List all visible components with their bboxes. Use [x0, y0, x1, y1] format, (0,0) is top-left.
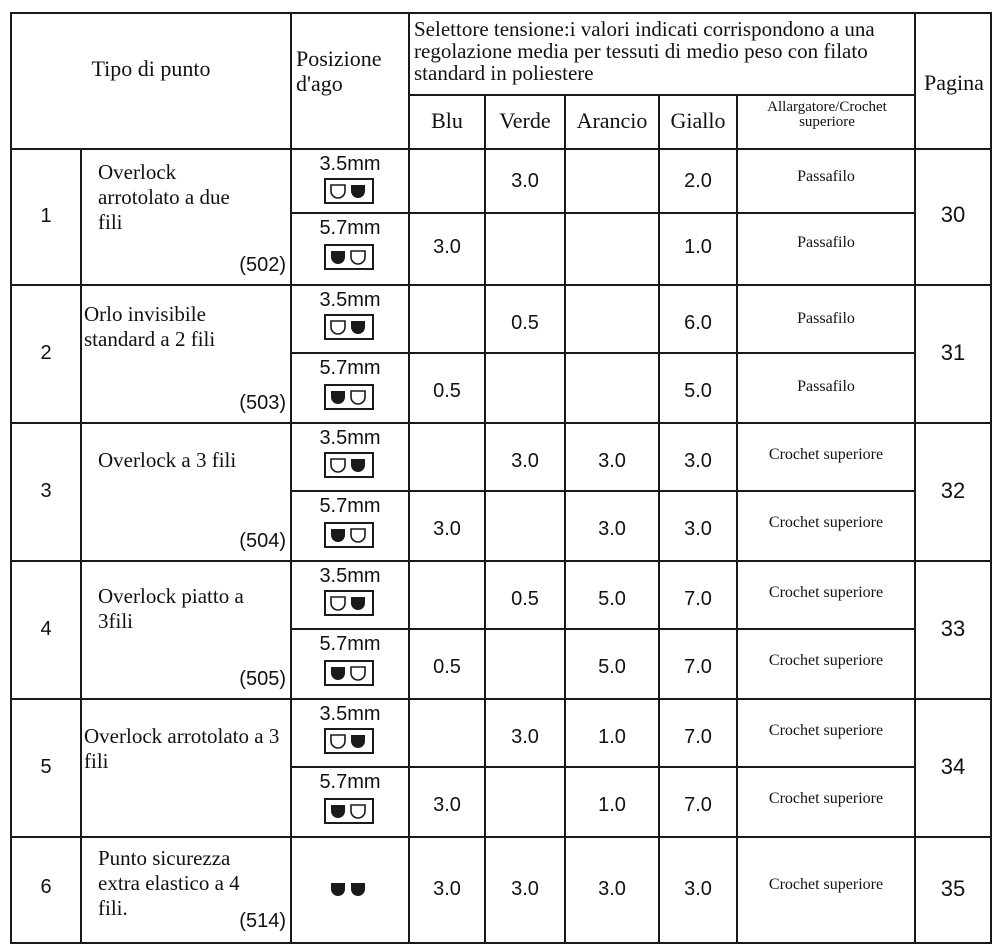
- page-number: 33: [940, 616, 966, 641]
- row-number: 5: [40, 756, 52, 778]
- value-blu: 3.0: [433, 236, 461, 258]
- needle-size: 5.7mm: [319, 217, 381, 239]
- page-number: 31: [940, 340, 966, 365]
- value-arancio: 1.0: [598, 794, 626, 816]
- left-needle-icon: [324, 522, 374, 548]
- value-verde: 3.0: [511, 726, 539, 748]
- right-needle-icon: [324, 590, 374, 616]
- needle-size: 5.7mm: [319, 495, 381, 517]
- rule: [10, 836, 992, 838]
- value-giallo: 7.0: [684, 726, 712, 748]
- value-giallo: 5.0: [684, 380, 712, 402]
- page-number: 32: [940, 478, 966, 503]
- rule: [10, 698, 992, 700]
- stitch-name: Overlock a 3 fili: [98, 448, 237, 472]
- value-spreader: Crochet superiore: [768, 584, 884, 601]
- page-number: 34: [940, 754, 966, 779]
- column-blu: Blu: [431, 108, 463, 133]
- value-arancio: 5.0: [598, 656, 626, 678]
- value-giallo: 3.0: [684, 878, 712, 900]
- value-blu: 3.0: [433, 518, 461, 540]
- value-spreader: Passafilo: [797, 378, 855, 395]
- value-arancio: 1.0: [598, 726, 626, 748]
- value-giallo: 1.0: [684, 236, 712, 258]
- stitch-code: (504): [239, 530, 286, 552]
- stitch-name: Overlock arrotolato a 3 fili: [84, 724, 280, 773]
- header-tension-note: Selettore tensione:i valori indicati corrispondono a una regolazione media per tessuti di medio peso con filato standard in poliestere: [414, 18, 875, 85]
- value-spreader: Passafilo: [797, 168, 855, 185]
- stitch-code: (505): [239, 668, 286, 690]
- value-giallo: 7.0: [684, 656, 712, 678]
- rule: [10, 560, 992, 562]
- value-giallo: 6.0: [684, 312, 712, 334]
- stitch-name: Overlock piatto a 3fili: [98, 584, 244, 633]
- rule: [10, 422, 992, 424]
- value-arancio: 3.0: [598, 450, 626, 472]
- rule: [10, 284, 992, 286]
- value-blu: 3.0: [433, 794, 461, 816]
- column-giallo: Giallo: [670, 108, 726, 133]
- rule: [290, 490, 916, 492]
- header-needle-position: Posizione d'ago: [296, 46, 382, 96]
- rule: [290, 628, 916, 630]
- value-spreader: Crochet superiore: [768, 514, 884, 531]
- rule: [10, 148, 992, 150]
- left-needle-icon: [324, 384, 374, 410]
- value-spreader: Crochet superiore: [768, 652, 884, 669]
- value-blu: 0.5: [433, 380, 461, 402]
- rule: [990, 12, 992, 944]
- value-verde: 0.5: [511, 312, 539, 334]
- value-spreader: Passafilo: [797, 234, 855, 251]
- right-needle-icon: [324, 314, 374, 340]
- right-needle-icon: [324, 728, 374, 754]
- stitch-code: (502): [239, 254, 286, 276]
- page-number: 30: [940, 202, 966, 227]
- needle-size: 5.7mm: [319, 771, 381, 793]
- both-needles-icon: [324, 876, 374, 902]
- value-giallo: 3.0: [684, 518, 712, 540]
- value-spreader: Crochet superiore: [768, 722, 884, 739]
- value-verde: 3.0: [511, 878, 539, 900]
- needle-size: 3.5mm: [319, 289, 381, 311]
- left-needle-icon: [324, 798, 374, 824]
- needle-size: 3.5mm: [319, 565, 381, 587]
- right-needle-icon: [324, 452, 374, 478]
- column-spreader: Allargatore/Crochet superiore: [767, 99, 887, 130]
- value-arancio: 3.0: [598, 518, 626, 540]
- rule: [290, 766, 916, 768]
- needle-size: 3.5mm: [319, 153, 381, 175]
- page-number: 35: [940, 876, 966, 901]
- value-verde: 3.0: [511, 450, 539, 472]
- left-needle-icon: [324, 244, 374, 270]
- value-giallo: 7.0: [684, 794, 712, 816]
- rule: [10, 12, 992, 14]
- value-arancio: 5.0: [598, 588, 626, 610]
- rule: [10, 942, 992, 944]
- row-number: 3: [40, 480, 52, 502]
- row-number: 2: [40, 342, 52, 364]
- stitch-code: (514): [239, 910, 286, 932]
- stitch-code: (503): [239, 392, 286, 414]
- row-number: 6: [40, 876, 52, 898]
- value-spreader: Crochet superiore: [768, 876, 884, 893]
- needle-size: 3.5mm: [319, 703, 381, 725]
- needle-size: 5.7mm: [319, 357, 381, 379]
- value-blu: 0.5: [433, 656, 461, 678]
- stitch-name: Overlock arrotolato a due fili: [98, 160, 230, 234]
- rule: [80, 148, 82, 944]
- rule: [290, 212, 916, 214]
- needle-size: 5.7mm: [319, 633, 381, 655]
- rule: [484, 94, 486, 944]
- value-giallo: 2.0: [684, 170, 712, 192]
- left-needle-icon: [324, 660, 374, 686]
- needle-size: 3.5mm: [319, 427, 381, 449]
- rule: [290, 12, 292, 944]
- value-verde: 3.0: [511, 170, 539, 192]
- right-needle-icon: [324, 178, 374, 204]
- header-stitch-type: Tipo di punto: [91, 56, 211, 81]
- value-giallo: 7.0: [684, 588, 712, 610]
- value-arancio: 3.0: [598, 878, 626, 900]
- column-arancio: Arancio: [576, 108, 648, 133]
- row-number: 1: [40, 205, 52, 227]
- value-spreader: Crochet superiore: [768, 790, 884, 807]
- header-page: Pagina: [924, 70, 984, 95]
- stitch-name: Orlo invisibile standard a 2 fili: [84, 302, 216, 351]
- rule: [290, 352, 916, 354]
- value-spreader: Crochet superiore: [768, 446, 884, 463]
- column-verde: Verde: [499, 108, 551, 133]
- value-blu: 3.0: [433, 878, 461, 900]
- row-number: 4: [40, 618, 52, 640]
- value-verde: 0.5: [511, 588, 539, 610]
- value-giallo: 3.0: [684, 450, 712, 472]
- stitch-name: Punto sicurezza extra elastico a 4 fili.: [98, 846, 240, 920]
- rule: [10, 12, 12, 944]
- value-spreader: Passafilo: [797, 310, 855, 327]
